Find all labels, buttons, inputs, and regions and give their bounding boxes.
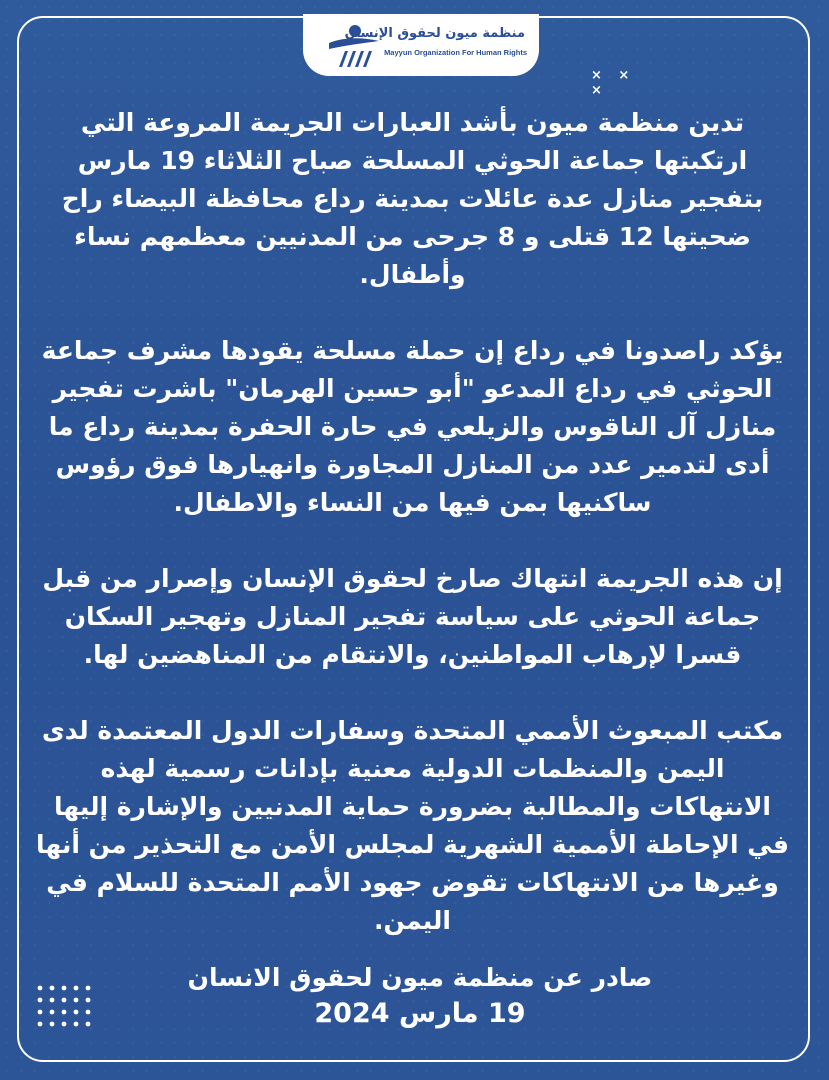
logo-header xyxy=(303,14,539,76)
statement-body xyxy=(36,104,789,978)
logo-arabic-name: منظمة ميون لحقوق الإنسان xyxy=(344,26,525,41)
statement-footer xyxy=(120,960,720,1032)
paragraph-violation: إن هذه الجريمة انتهاك صارخ لحقوق الإنسان وإصرار من قبل جماعة الحوثي على سياسة تفجير المنازل وتهجير السكان قسرا لإرهاب المواطنين، والانتقام من المناهضين لها. xyxy=(42,564,783,669)
paragraph-call-to-action: مكتب المبعوث الأممي المتحدة وسفارات الدول المعتمدة لدى اليمن والمنظمات الدولية معنية بإدانات رسمية لهذه الانتهاكات والمطالبة بضرورة حماية المدنيين والإشارة إليها في الإحاطة الأممية الشهرية لمجلس الأمن مع التحذير من أنها وغيرها من الانتهاكات تقوض جهود الأمم المتحدة للسلام في اليمن. xyxy=(36,716,789,935)
paragraph-monitor-report: يؤكد راصدونا في رداع إن حملة مسلحة يقودها مشرف جماعة الحوثي في رداع المدعو "أبو حسين الهرمان" باشرت تفجير منازل آل الناقوس والزيلعي في حارة الحفرة بمدينة رداع ما أدى لتدمير عدد من المنازل المجاورة وانهيارها فوق رؤوس ساكنيها بمن فيها من النساء والاطفال. xyxy=(41,336,784,517)
issued-by: صادر عن منظمة ميون لحقوق الانسان xyxy=(187,963,653,992)
dot-grid-decoration xyxy=(36,984,92,1028)
paragraph-condemnation: تدين منظمة ميون بأشد العبارات الجريمة المروعة التي ارتكبتها جماعة الحوثي المسلحة صباح الثلاثاء 19 مارس بتفجير منازل عدة عائلات بمدينة رداع محافظة البيضاء راح ضحيتها 12 قتلى و 8 جرحى من المدنيين معظمهم نساء وأطفال. xyxy=(61,108,764,289)
logo-english-name: Mayyun Organization For Human Rights xyxy=(384,48,527,57)
issue-date: 19 مارس 2024 xyxy=(314,998,526,1029)
separator-stars: × × × xyxy=(591,68,636,98)
